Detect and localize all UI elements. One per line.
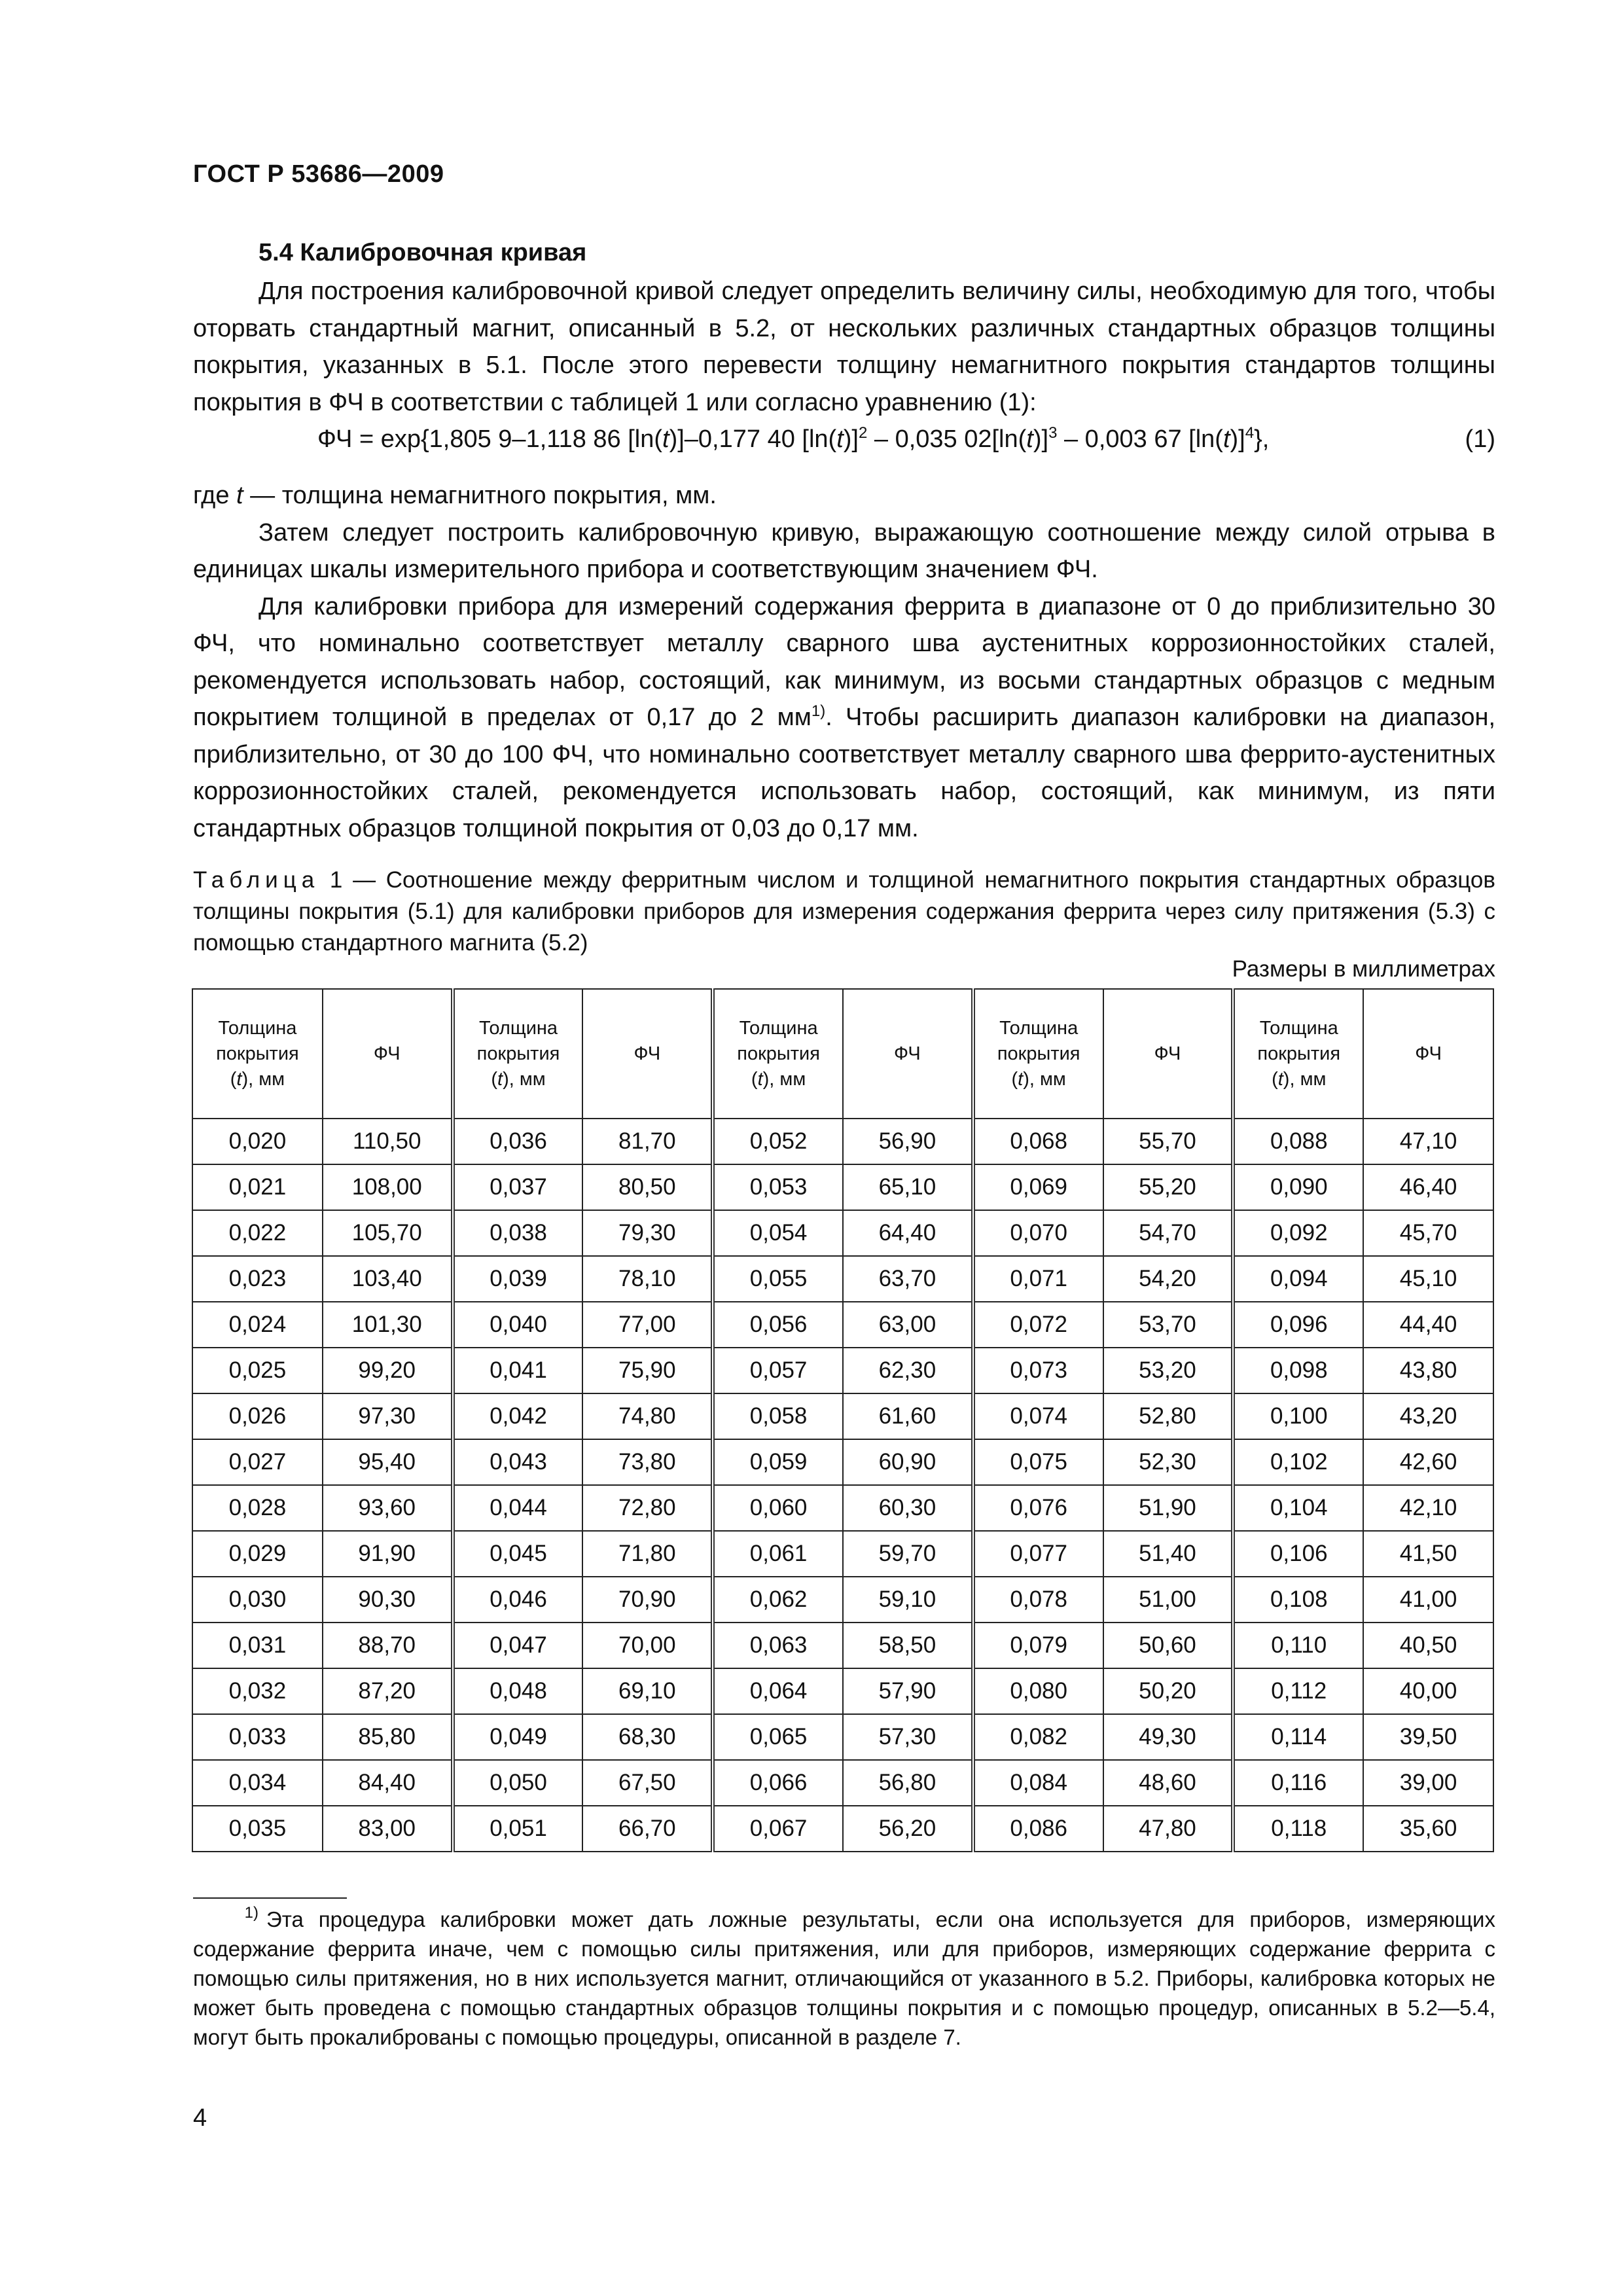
cell-thickness: 0,048 — [453, 1668, 583, 1714]
cell-ferrite-number: 47,10 — [1363, 1119, 1493, 1164]
cell-thickness: 0,086 — [973, 1806, 1103, 1852]
footnote-ref: 1) — [811, 702, 826, 720]
cell-thickness: 0,064 — [713, 1668, 843, 1714]
cell-thickness: 0,032 — [192, 1668, 323, 1714]
cell-thickness: 0,090 — [1233, 1164, 1363, 1210]
cell-thickness: 0,118 — [1233, 1806, 1363, 1852]
cell-thickness: 0,037 — [453, 1164, 583, 1210]
cell-thickness: 0,055 — [713, 1256, 843, 1302]
cell-ferrite-number: 40,50 — [1363, 1623, 1493, 1668]
cell-thickness: 0,070 — [973, 1210, 1103, 1256]
cell-ferrite-number: 55,20 — [1103, 1164, 1234, 1210]
cell-ferrite-number: 90,30 — [323, 1577, 453, 1623]
cell-ferrite-number: 80,50 — [582, 1164, 713, 1210]
cell-ferrite-number: 83,00 — [323, 1806, 453, 1852]
cell-ferrite-number: 56,80 — [843, 1760, 973, 1806]
cell-thickness: 0,088 — [1233, 1119, 1363, 1164]
table-row — [192, 1439, 1493, 1485]
cell-thickness: 0,104 — [1233, 1485, 1363, 1531]
cell-thickness: 0,052 — [713, 1119, 843, 1164]
cell-thickness: 0,077 — [973, 1531, 1103, 1577]
table-row — [192, 1806, 1493, 1852]
cell-ferrite-number: 43,20 — [1363, 1393, 1493, 1439]
cell-ferrite-number: 54,70 — [1103, 1210, 1234, 1256]
cell-ferrite-number: 45,10 — [1363, 1256, 1493, 1302]
cell-thickness: 0,068 — [973, 1119, 1103, 1164]
cell-thickness: 0,066 — [713, 1760, 843, 1806]
cell-ferrite-number: 97,30 — [323, 1393, 453, 1439]
cell-ferrite-number: 69,10 — [582, 1668, 713, 1714]
cell-thickness: 0,046 — [453, 1577, 583, 1623]
cell-thickness: 0,021 — [192, 1164, 323, 1210]
cell-thickness: 0,023 — [192, 1256, 323, 1302]
cell-thickness: 0,108 — [1233, 1577, 1363, 1623]
table-row — [192, 1119, 1493, 1164]
cell-ferrite-number: 60,30 — [843, 1485, 973, 1531]
header-ferrite-number: ФЧ — [1103, 989, 1234, 1119]
cell-thickness: 0,112 — [1233, 1668, 1363, 1714]
table-row — [192, 1348, 1493, 1393]
cell-ferrite-number: 72,80 — [582, 1485, 713, 1531]
cell-ferrite-number: 56,20 — [843, 1806, 973, 1852]
cell-thickness: 0,074 — [973, 1393, 1103, 1439]
footnote: $^{1)}$ Эта процедура калибровки может дать ложные результаты, если она используется для приборов, измеряющих содержание феррита иначе, чем с помощью силы притяжения, или для приборов, измеряющих содержание феррита с помощью силы притяжения, но в них используется магнит, отличающийся от указанного в 5.2. Приборы, калибровка которых не может быть проведена с помощью стандартных образцов толщины покрытия и с помощью процедур, описанных в 5.2—5.4, могут быть прокалиброваны с помощью процедуры, описанной в разделе 7. — [193, 1904, 1495, 2049]
cell-thickness: 0,084 — [973, 1760, 1103, 1806]
cell-ferrite-number: 51,40 — [1103, 1531, 1234, 1577]
cell-thickness: 0,029 — [192, 1531, 323, 1577]
cell-ferrite-number: 49,30 — [1103, 1714, 1234, 1760]
cell-thickness: 0,092 — [1233, 1210, 1363, 1256]
section-title: 5.4 Калибровочная кривая — [259, 239, 587, 266]
equation-number: (1) — [1465, 425, 1495, 453]
table-row — [192, 1760, 1493, 1806]
cell-thickness: 0,094 — [1233, 1256, 1363, 1302]
cell-thickness: 0,044 — [453, 1485, 583, 1531]
cell-ferrite-number: 47,80 — [1103, 1806, 1234, 1852]
table-row — [192, 1210, 1493, 1256]
cell-ferrite-number: 57,90 — [843, 1668, 973, 1714]
cell-thickness: 0,051 — [453, 1806, 583, 1852]
table-header-row — [192, 989, 1493, 1119]
cell-ferrite-number: 44,40 — [1363, 1302, 1493, 1348]
cell-thickness: 0,047 — [453, 1623, 583, 1668]
calibration-table — [192, 988, 1494, 1852]
header-thickness: Толщина покрытия (t), мм — [453, 989, 583, 1119]
cell-ferrite-number: 93,60 — [323, 1485, 453, 1531]
header-thickness: Толщина покрытия (t), мм — [192, 989, 323, 1119]
cell-ferrite-number: 110,50 — [323, 1119, 453, 1164]
cell-ferrite-number: 73,80 — [582, 1439, 713, 1485]
cell-thickness: 0,080 — [973, 1668, 1103, 1714]
cell-ferrite-number: 59,10 — [843, 1577, 973, 1623]
header-ferrite-number: ФЧ — [582, 989, 713, 1119]
cell-thickness: 0,059 — [713, 1439, 843, 1485]
footnote-separator — [193, 1897, 347, 1899]
cell-ferrite-number: 40,00 — [1363, 1668, 1493, 1714]
cell-ferrite-number: 41,00 — [1363, 1577, 1493, 1623]
cell-ferrite-number: 99,20 — [323, 1348, 453, 1393]
header-ferrite-number: ФЧ — [1363, 989, 1493, 1119]
cell-thickness: 0,028 — [192, 1485, 323, 1531]
cell-ferrite-number: 53,20 — [1103, 1348, 1234, 1393]
cell-ferrite-number: 39,00 — [1363, 1760, 1493, 1806]
cell-thickness: 0,043 — [453, 1439, 583, 1485]
cell-ferrite-number: 71,80 — [582, 1531, 713, 1577]
cell-thickness: 0,039 — [453, 1256, 583, 1302]
table-body — [192, 1119, 1493, 1852]
cell-thickness: 0,058 — [713, 1393, 843, 1439]
cell-thickness: 0,027 — [192, 1439, 323, 1485]
cell-ferrite-number: 91,90 — [323, 1531, 453, 1577]
cell-thickness: 0,102 — [1233, 1439, 1363, 1485]
table-row — [192, 1668, 1493, 1714]
cell-thickness: 0,073 — [973, 1348, 1103, 1393]
cell-thickness: 0,082 — [973, 1714, 1103, 1760]
table-units: Размеры в миллиметрах — [1232, 956, 1495, 982]
cell-thickness: 0,114 — [1233, 1714, 1363, 1760]
header-thickness: Толщина покрытия (t), мм — [973, 989, 1103, 1119]
cell-thickness: 0,069 — [973, 1164, 1103, 1210]
cell-ferrite-number: 53,70 — [1103, 1302, 1234, 1348]
cell-thickness: 0,049 — [453, 1714, 583, 1760]
cell-thickness: 0,025 — [192, 1348, 323, 1393]
cell-thickness: 0,063 — [713, 1623, 843, 1668]
cell-ferrite-number: 63,00 — [843, 1302, 973, 1348]
cell-thickness: 0,022 — [192, 1210, 323, 1256]
cell-ferrite-number: 64,40 — [843, 1210, 973, 1256]
cell-thickness: 0,024 — [192, 1302, 323, 1348]
cell-ferrite-number: 35,60 — [1363, 1806, 1493, 1852]
cell-ferrite-number: 52,30 — [1103, 1439, 1234, 1485]
cell-ferrite-number: 81,70 — [582, 1119, 713, 1164]
table-row — [192, 1577, 1493, 1623]
cell-thickness: 0,116 — [1233, 1760, 1363, 1806]
cell-ferrite-number: 95,40 — [323, 1439, 453, 1485]
cell-ferrite-number: 43,80 — [1363, 1348, 1493, 1393]
equation-expression: ФЧ = exp{1,805 9–1,118 86 [ln(t)]–0,177 40 $[\ln(t)]^2 - 0,035$ $02[\ln(t)]^3 - 0,003$ 67 $[\ln(t)]^4$}, — [317, 424, 1270, 453]
table-row — [192, 1164, 1493, 1210]
cell-ferrite-number: 70,90 — [582, 1577, 713, 1623]
cell-thickness: 0,061 — [713, 1531, 843, 1577]
cell-ferrite-number: 39,50 — [1363, 1714, 1493, 1760]
cell-thickness: 0,071 — [973, 1256, 1103, 1302]
cell-thickness: 0,067 — [713, 1806, 843, 1852]
cell-ferrite-number: 88,70 — [323, 1623, 453, 1668]
cell-thickness: 0,110 — [1233, 1623, 1363, 1668]
body-paragraph-block — [193, 477, 1495, 847]
cell-ferrite-number: 79,30 — [582, 1210, 713, 1256]
paragraph-2: Затем следует построить калибровочную кривую, выражающую соотношение между силой отрыва в единицах шкалы измерительного прибора и соответствующим значением ФЧ. — [193, 518, 1495, 583]
cell-ferrite-number: 65,10 — [843, 1164, 973, 1210]
cell-ferrite-number: 42,60 — [1363, 1439, 1493, 1485]
table-row — [192, 1623, 1493, 1668]
cell-ferrite-number: 55,70 — [1103, 1119, 1234, 1164]
table-row — [192, 1302, 1493, 1348]
cell-thickness: 0,076 — [973, 1485, 1103, 1531]
cell-thickness: 0,100 — [1233, 1393, 1363, 1439]
cell-thickness: 0,042 — [453, 1393, 583, 1439]
cell-ferrite-number: 48,60 — [1103, 1760, 1234, 1806]
cell-ferrite-number: 51,90 — [1103, 1485, 1234, 1531]
table-row — [192, 1485, 1493, 1531]
cell-ferrite-number: 66,70 — [582, 1806, 713, 1852]
cell-thickness: 0,040 — [453, 1302, 583, 1348]
cell-ferrite-number: 59,70 — [843, 1531, 973, 1577]
cell-ferrite-number: 84,40 — [323, 1760, 453, 1806]
cell-ferrite-number: 60,90 — [843, 1439, 973, 1485]
cell-ferrite-number: 75,90 — [582, 1348, 713, 1393]
cell-thickness: 0,062 — [713, 1577, 843, 1623]
cell-thickness: 0,072 — [973, 1302, 1103, 1348]
cell-ferrite-number: 46,40 — [1363, 1164, 1493, 1210]
cell-thickness: 0,036 — [453, 1119, 583, 1164]
cell-ferrite-number: 50,20 — [1103, 1668, 1234, 1714]
cell-ferrite-number: 63,70 — [843, 1256, 973, 1302]
cell-ferrite-number: 78,10 — [582, 1256, 713, 1302]
cell-thickness: 0,096 — [1233, 1302, 1363, 1348]
cell-ferrite-number: 41,50 — [1363, 1531, 1493, 1577]
cell-thickness: 0,079 — [973, 1623, 1103, 1668]
cell-ferrite-number: 61,60 — [843, 1393, 973, 1439]
cell-thickness: 0,078 — [973, 1577, 1103, 1623]
cell-ferrite-number: 85,80 — [323, 1714, 453, 1760]
cell-thickness: 0,075 — [973, 1439, 1103, 1485]
cell-thickness: 0,054 — [713, 1210, 843, 1256]
table-row — [192, 1256, 1493, 1302]
cell-thickness: 0,030 — [192, 1577, 323, 1623]
cell-ferrite-number: 52,80 — [1103, 1393, 1234, 1439]
cell-ferrite-number: 57,30 — [843, 1714, 973, 1760]
cell-thickness: 0,060 — [713, 1485, 843, 1531]
cell-ferrite-number: 74,80 — [582, 1393, 713, 1439]
cell-thickness: 0,035 — [192, 1806, 323, 1852]
cell-thickness: 0,031 — [192, 1623, 323, 1668]
cell-ferrite-number: 70,00 — [582, 1623, 713, 1668]
cell-thickness: 0,050 — [453, 1760, 583, 1806]
page-number: 4 — [193, 2104, 207, 2132]
cell-ferrite-number: 68,30 — [582, 1714, 713, 1760]
cell-ferrite-number: 87,20 — [323, 1668, 453, 1714]
cell-ferrite-number: 108,00 — [323, 1164, 453, 1210]
cell-thickness: 0,041 — [453, 1348, 583, 1393]
header-ferrite-number: ФЧ — [323, 989, 453, 1119]
cell-thickness: 0,033 — [192, 1714, 323, 1760]
cell-thickness: 0,053 — [713, 1164, 843, 1210]
cell-ferrite-number: 45,70 — [1363, 1210, 1493, 1256]
table-caption: Таблица 1 — Соотношение между ферритным числом и толщиной немагнитного покрытия стандартных образцов толщины покрытия (5.1) для калибровки приборов для измерения содержания феррита через силу притяжения (5.3) с помощью стандартного магнита (5.2) — [193, 867, 1495, 956]
cell-ferrite-number: 58,50 — [843, 1623, 973, 1668]
table-row — [192, 1531, 1493, 1577]
cell-ferrite-number: 67,50 — [582, 1760, 713, 1806]
cell-ferrite-number: 77,00 — [582, 1302, 713, 1348]
cell-ferrite-number: 62,30 — [843, 1348, 973, 1393]
cell-ferrite-number: 56,90 — [843, 1119, 973, 1164]
cell-thickness: 0,020 — [192, 1119, 323, 1164]
cell-ferrite-number: 51,00 — [1103, 1577, 1234, 1623]
paragraph-3: Для калибровки прибора для измерений содержания феррита в диапазоне от 0 до приблизительно 30 ФЧ, что номинально соответствует металлу сварного шва аустенитных коррозионностойких сталей, рекомендуется использовать набор, состоящий, как минимум, из восьми стандартных образцов с медным покрытием толщиной в пределах от 0,17 до 2 $мм^{1)}$. Чтобы расширить диапазон калибровки на диапазон, приблизительно, от 30 до 100 ФЧ, что номинально соответствует металлу сварного шва феррито-аустенитных коррозионностойких сталей, рекомендуется использовать набор, состоящий, как минимум, из пяти стандартных образцов толщиной покрытия от 0,03 до 0,17 мм. — [193, 592, 1495, 842]
table-row — [192, 1714, 1493, 1760]
cell-thickness: 0,057 — [713, 1348, 843, 1393]
cell-ferrite-number: 101,30 — [323, 1302, 453, 1348]
paragraph-1: Для построения калибровочной кривой следует определить величину силы, необходимую для того, чтобы оторвать стандартный магнит, описанный в 5.2, от нескольких различных стандартных образцов толщины покрытия, указанных в 5.1. После этого перевести толщину немагнитного покрытия стандартов толщины покрытия в ФЧ в соответствии с таблицей 1 или согласно уравнению (1): — [193, 278, 1495, 416]
cell-ferrite-number: 54,20 — [1103, 1256, 1234, 1302]
cell-thickness: 0,106 — [1233, 1531, 1363, 1577]
cell-thickness: 0,045 — [453, 1531, 583, 1577]
cell-thickness: 0,038 — [453, 1210, 583, 1256]
cell-thickness: 0,056 — [713, 1302, 843, 1348]
cell-ferrite-number: 103,40 — [323, 1256, 453, 1302]
cell-ferrite-number: 105,70 — [323, 1210, 453, 1256]
cell-ferrite-number: 42,10 — [1363, 1485, 1493, 1531]
where-clause: где t — толщина немагнитного покрытия, мм. — [193, 482, 717, 509]
cell-thickness: 0,026 — [192, 1393, 323, 1439]
header-ferrite-number: ФЧ — [843, 989, 973, 1119]
cell-thickness: 0,034 — [192, 1760, 323, 1806]
header-thickness: Толщина покрытия (t), мм — [713, 989, 843, 1119]
header-thickness: Толщина покрытия (t), мм — [1233, 989, 1363, 1119]
table-row — [192, 1393, 1493, 1439]
cell-thickness: 0,065 — [713, 1714, 843, 1760]
intro-paragraph-block — [193, 273, 1495, 421]
cell-thickness: 0,098 — [1233, 1348, 1363, 1393]
cell-ferrite-number: 50,60 — [1103, 1623, 1234, 1668]
standard-header: ГОСТ Р 53686—2009 — [193, 160, 444, 188]
